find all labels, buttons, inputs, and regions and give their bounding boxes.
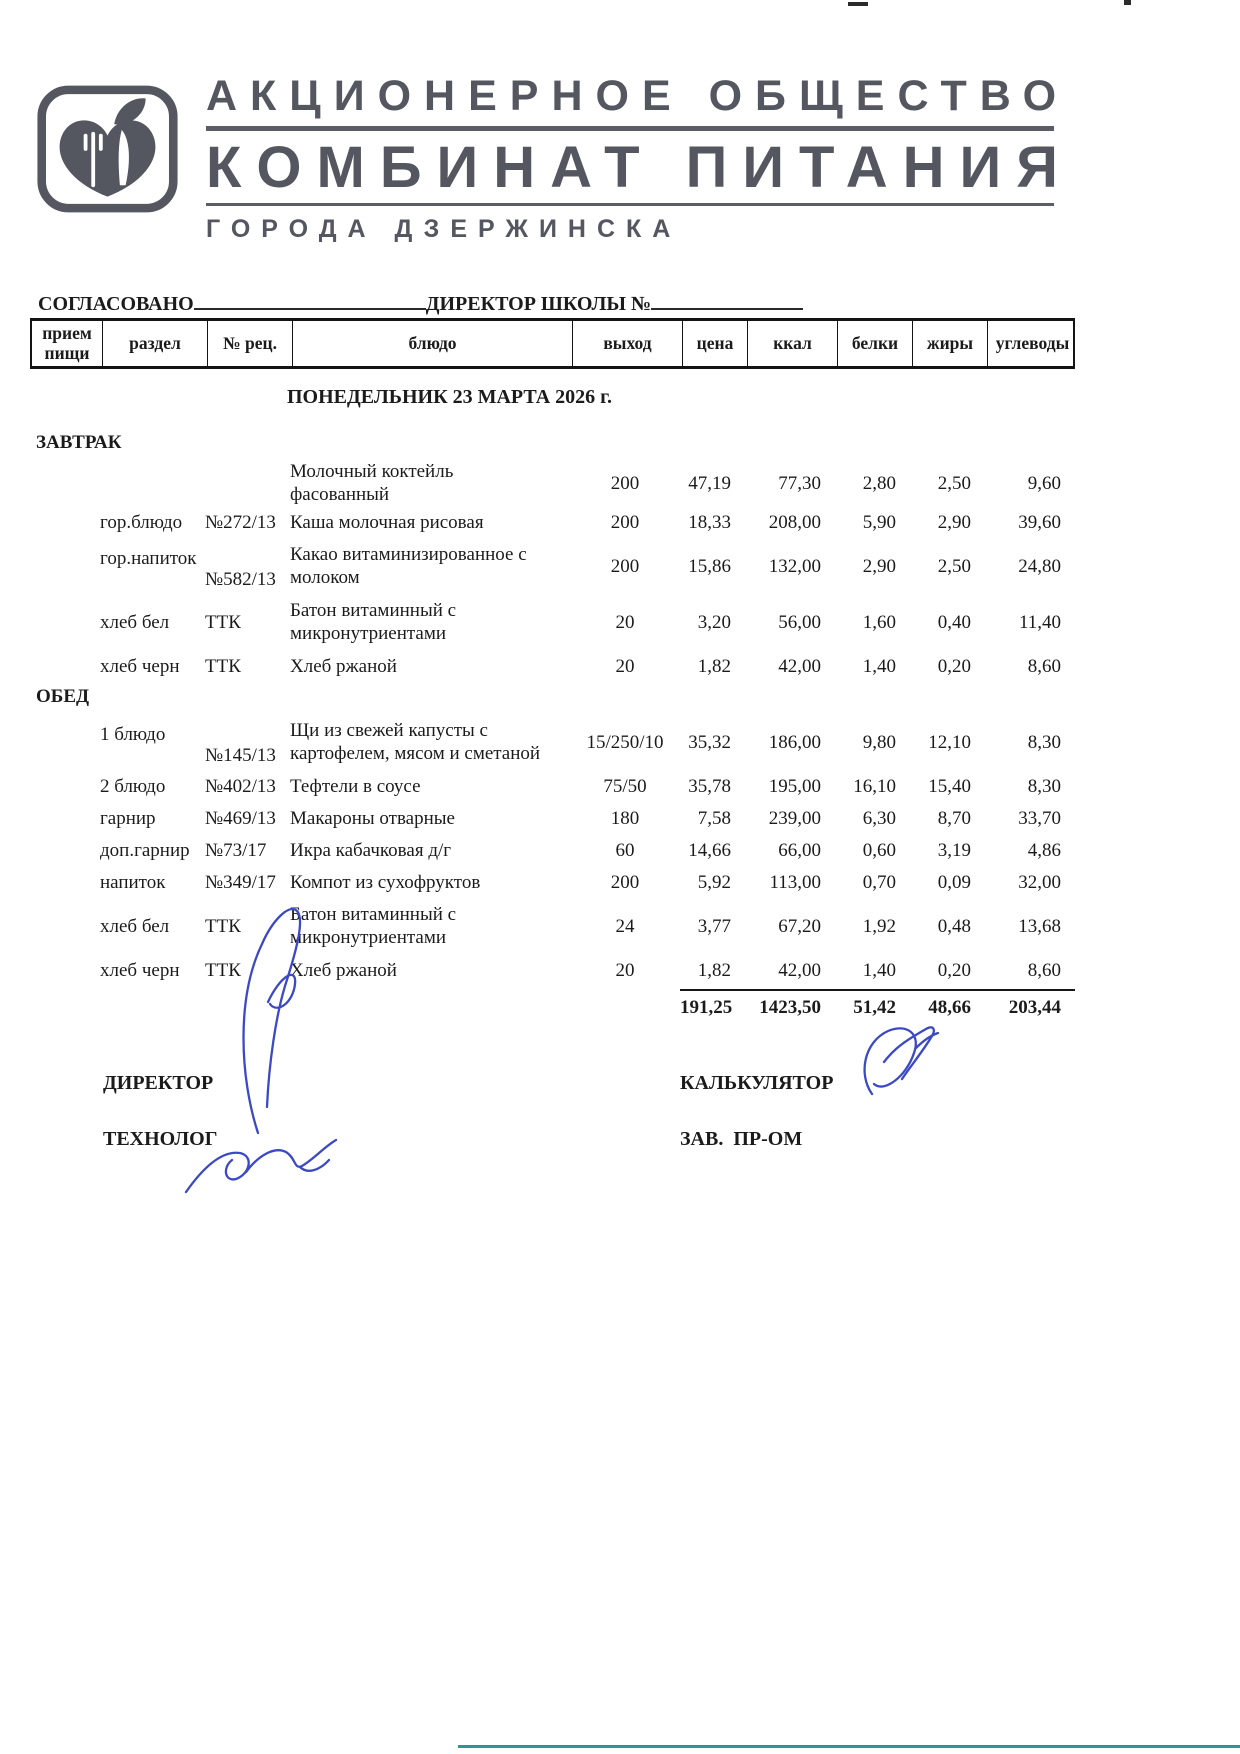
cell-price: 5,92 xyxy=(697,871,731,893)
cell-fat: 3,19 xyxy=(937,839,971,861)
menu-row xyxy=(30,991,1075,1023)
technolog-label: ТЕХНОЛОГ xyxy=(103,1128,218,1150)
cell-razdel: хлеб черн xyxy=(100,655,180,677)
cell-price: 7,58 xyxy=(697,807,731,829)
cell-kcal: 66,00 xyxy=(778,839,821,861)
cell-fat: 2,50 xyxy=(937,472,971,494)
cell-prot: 2,90 xyxy=(862,555,896,577)
cell-kcal: 42,00 xyxy=(778,655,821,677)
cell-carb: 33,70 xyxy=(1018,807,1061,829)
cell-price: 1,82 xyxy=(697,959,731,981)
cell-razdel: гор.напиток xyxy=(100,547,197,569)
letterhead xyxy=(206,72,1073,244)
cell-dish: Молочный коктейль фасованный xyxy=(290,461,454,506)
apple-fork-knife-logo-icon xyxy=(36,84,179,214)
cell-prot: 16,10 xyxy=(853,775,896,797)
cell-price: 1,82 xyxy=(697,655,731,677)
cell-prot: 1,40 xyxy=(862,959,896,981)
menu-row xyxy=(30,538,1075,594)
cell-carb: 8,60 xyxy=(1027,959,1061,981)
col-meal: прием пищи xyxy=(42,323,92,363)
cell-carb: 4,86 xyxy=(1027,839,1061,861)
cell-dish: Каша молочная рисовая xyxy=(290,511,484,533)
cell-razdel: напиток xyxy=(100,871,166,893)
cell-rec: №402/13 xyxy=(205,775,276,797)
cell-prot: 51,42 xyxy=(853,996,896,1018)
cell-out: 20 xyxy=(615,611,635,633)
cell-kcal: 77,30 xyxy=(778,472,821,494)
cell-razdel: гор.блюдо xyxy=(100,511,183,533)
school-director-label: ДИРЕКТОР ШКОЛЫ № xyxy=(425,293,652,315)
col-fat: жиры xyxy=(912,321,987,366)
cell-kcal: 195,00 xyxy=(768,775,821,797)
cell-price: 3,20 xyxy=(697,611,731,633)
calculator-label: КАЛЬКУЛЯТОР xyxy=(680,1072,834,1094)
letterhead-rule xyxy=(206,126,1054,131)
col-price: цена xyxy=(682,321,747,366)
col-output: выход xyxy=(572,321,682,366)
menu-row xyxy=(30,460,1075,506)
bottom-scan-line xyxy=(458,1745,1240,1748)
cell-razdel: доп.гарнир xyxy=(100,839,190,861)
section-label: ОБЕД xyxy=(36,686,90,708)
cell-fat: 0,09 xyxy=(937,871,971,893)
cell-fat: 0,20 xyxy=(937,655,971,677)
cell-rec: ТТК xyxy=(205,915,241,937)
cell-fat: 12,10 xyxy=(928,731,971,753)
menu-row xyxy=(30,506,1075,538)
calculator-signature xyxy=(865,1027,938,1094)
cell-carb: 8,30 xyxy=(1027,731,1061,753)
cell-out: 200 xyxy=(610,472,640,494)
cell-fat: 15,40 xyxy=(928,775,971,797)
cell-out: 15/250/10 xyxy=(586,731,664,753)
director-label: ДИРЕКТОР xyxy=(103,1072,214,1094)
cell-kcal: 239,00 xyxy=(768,807,821,829)
cell-dish: Хлеб ржаной xyxy=(290,655,397,677)
cell-carb: 24,80 xyxy=(1018,555,1061,577)
col-protein: белки xyxy=(837,321,912,366)
cell-dish: Макароны отварные xyxy=(290,807,455,829)
cell-rec: №272/13 xyxy=(205,511,276,533)
menu-body xyxy=(30,428,1075,1023)
cell-prot: 0,70 xyxy=(862,871,896,893)
cell-prot: 5,90 xyxy=(862,511,896,533)
cell-dish: Хлеб ржаной xyxy=(290,959,397,981)
cell-out: 180 xyxy=(610,807,640,829)
cell-prot: 1,92 xyxy=(862,915,896,937)
cell-out: 75/50 xyxy=(603,775,647,797)
cell-out: 200 xyxy=(610,555,640,577)
cell-out: 24 xyxy=(615,915,635,937)
cell-razdel: хлеб бел xyxy=(100,915,170,937)
school-number-blank-line xyxy=(651,288,803,310)
cell-rec: ТТК xyxy=(205,959,241,981)
cell-carb: 8,30 xyxy=(1027,775,1061,797)
cell-price: 191,25 xyxy=(680,996,733,1018)
cell-fat: 8,70 xyxy=(937,807,971,829)
col-carbs: углеводы xyxy=(987,321,1077,366)
cell-kcal: 132,00 xyxy=(768,555,821,577)
letterhead-rule xyxy=(206,203,1054,206)
cell-rec: №349/17 xyxy=(205,871,276,893)
cell-fat: 0,20 xyxy=(937,959,971,981)
cell-prot: 2,80 xyxy=(862,472,896,494)
cell-fat: 0,48 xyxy=(937,915,971,937)
col-razdel: раздел xyxy=(102,321,207,366)
cell-prot: 0,60 xyxy=(862,839,896,861)
cell-dish: Батон витаминный с микронутриентами xyxy=(290,904,457,949)
cell-razdel: гарнир xyxy=(100,807,156,829)
scan-artifact xyxy=(1124,0,1131,5)
agreed-label: СОГЛАСОВАНО xyxy=(38,293,194,315)
cell-out: 20 xyxy=(615,959,635,981)
scan-artifact xyxy=(848,2,868,6)
cell-carb: 203,44 xyxy=(1008,996,1061,1018)
cell-rec: №73/17 xyxy=(205,839,267,861)
col-recipe: № рец. xyxy=(207,321,292,366)
cell-kcal: 186,00 xyxy=(768,731,821,753)
cell-kcal: 1423,50 xyxy=(759,996,821,1018)
cell-rec: №582/13 xyxy=(205,569,276,591)
cell-razdel: хлеб бел xyxy=(100,611,170,633)
menu-row xyxy=(30,650,1075,682)
agreement-line xyxy=(38,288,803,316)
col-dish: блюдо xyxy=(292,321,572,366)
cell-dish: Компот из сухофруктов xyxy=(290,871,481,893)
cell-fat: 2,50 xyxy=(937,555,971,577)
cell-carb: 11,40 xyxy=(1018,611,1061,633)
cell-carb: 32,00 xyxy=(1018,871,1061,893)
menu-row xyxy=(30,898,1075,954)
cell-fat: 2,90 xyxy=(937,511,971,533)
cell-dish: Батон витаминный с микронутриентами xyxy=(290,600,457,645)
cell-out: 20 xyxy=(615,655,635,677)
company-logo xyxy=(36,84,179,219)
cell-price: 3,77 xyxy=(697,915,731,937)
cell-prot: 1,40 xyxy=(862,655,896,677)
cell-carb: 9,60 xyxy=(1027,472,1061,494)
cell-carb: 39,60 xyxy=(1018,511,1061,533)
cell-prot: 1,60 xyxy=(862,611,896,633)
cell-price: 15,86 xyxy=(688,555,731,577)
cell-razdel: хлеб черн xyxy=(100,959,180,981)
cell-kcal: 42,00 xyxy=(778,959,821,981)
cell-dish: Икра кабачковая д/г xyxy=(290,839,452,861)
cell-kcal: 208,00 xyxy=(768,511,821,533)
cell-razdel: 1 блюдо xyxy=(100,723,166,745)
cell-prot: 9,80 xyxy=(862,731,896,753)
cell-kcal: 56,00 xyxy=(778,611,821,633)
cell-out: 200 xyxy=(610,511,640,533)
cell-razdel: 2 блюдо xyxy=(100,775,166,797)
cell-kcal: 67,20 xyxy=(778,915,821,937)
cell-rec: ТТК xyxy=(205,611,241,633)
signature-blank-line xyxy=(194,288,426,310)
cell-out: 200 xyxy=(610,871,640,893)
cell-price: 14,66 xyxy=(688,839,731,861)
cell-dish: Какао витаминизированное с молоком xyxy=(290,544,527,589)
menu-row xyxy=(30,770,1075,802)
cell-carb: 8,60 xyxy=(1027,655,1061,677)
cell-price: 35,78 xyxy=(688,775,731,797)
cell-carb: 13,68 xyxy=(1018,915,1061,937)
cell-rec: №469/13 xyxy=(205,807,276,829)
org-name-line2: КОМБИНАТ ПИТАНИЯ xyxy=(206,135,1073,200)
cell-rec: №145/13 xyxy=(205,745,276,767)
menu-row xyxy=(30,834,1075,866)
org-city-line: ГОРОДА ДЗЕРЖИНСКА xyxy=(206,215,682,243)
menu-row xyxy=(30,594,1075,650)
cell-kcal: 113,00 xyxy=(769,871,821,893)
cell-fat: 48,66 xyxy=(928,996,971,1018)
cell-price: 35,32 xyxy=(688,731,731,753)
cell-dish: Тефтели в соусе xyxy=(290,775,421,797)
cell-price: 47,19 xyxy=(688,472,731,494)
menu-row xyxy=(30,866,1075,898)
menu-row xyxy=(30,714,1075,770)
cell-out: 60 xyxy=(615,839,635,861)
col-kcal: ккал xyxy=(747,321,837,366)
menu-row xyxy=(30,802,1075,834)
org-name-line1: АКЦИОНЕРНОЕ ОБЩЕСТВО xyxy=(206,72,1070,120)
menu-row xyxy=(30,954,1075,986)
section-label: ЗАВТРАК xyxy=(36,432,122,453)
day-date-title: ПОНЕДЕЛЬНИК 23 МАРТА 2026 г. xyxy=(287,386,612,408)
menu-table-header xyxy=(30,318,1075,369)
cell-prot: 6,30 xyxy=(862,807,896,829)
cell-fat: 0,40 xyxy=(937,611,971,633)
cell-dish: Щи из свежей капусты с картофелем, мясом и сметаной xyxy=(290,720,541,765)
cell-price: 18,33 xyxy=(688,511,731,533)
zav-prom-label: ЗАВ. ПР-ОМ xyxy=(680,1128,803,1150)
cell-rec: ТТК xyxy=(205,655,241,677)
